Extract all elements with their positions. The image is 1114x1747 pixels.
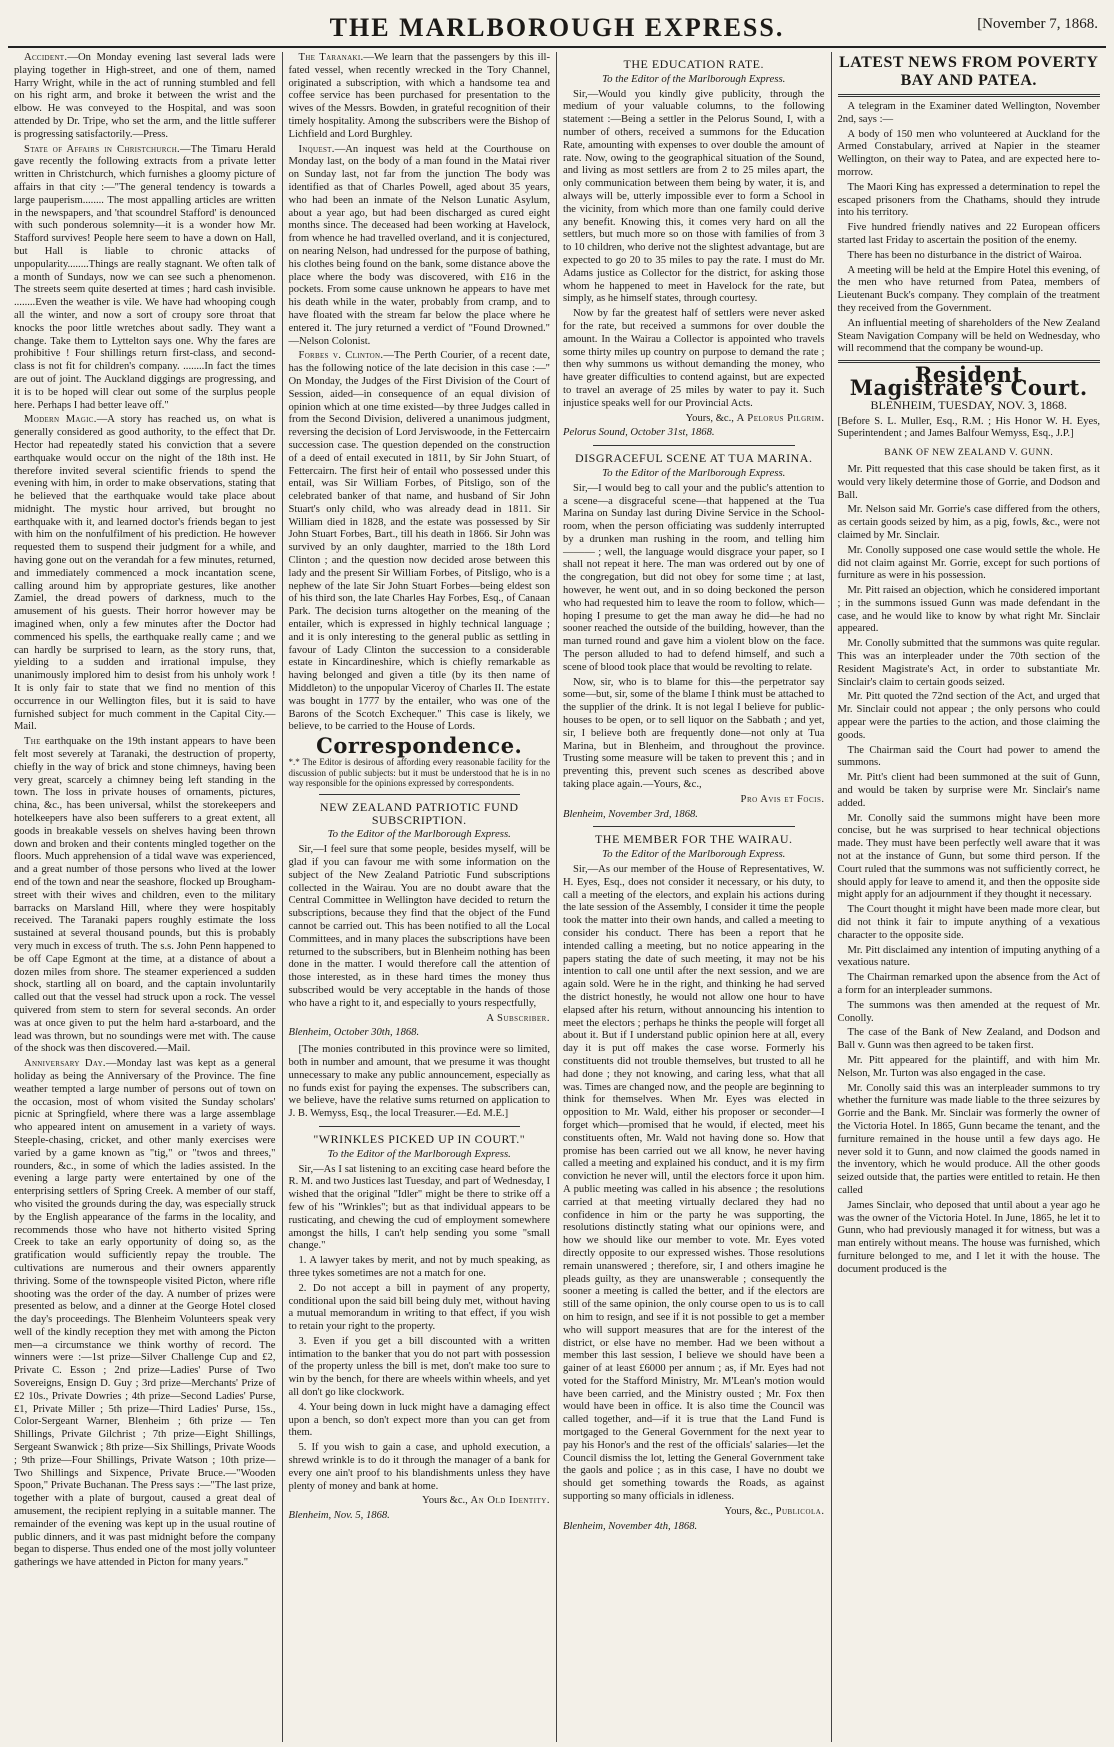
case-para: Mr. Conolly supposed one case would settle the whole. He did not claim against Mr. Gorrie, except for such portions of furniture as were in his possession. (837, 544, 1100, 582)
case-para: Mr. Nelson said Mr. Gorrie's case differed from the others, as certain goods seized by him, as a pig, fowls, &c., were not claimed by Mr. Sinclair. (837, 504, 1100, 541)
disgraceful-scene-dateline: Blenheim, November 3rd, 1868. (563, 808, 698, 820)
fund-dateline: Blenheim, October 30th, 1868. (288, 1027, 420, 1039)
case-para: The Chairman remarked upon the absence from the Act of a form for an interpleader summons. (837, 972, 1100, 996)
education-rate-signature: Yours, &c., A Pelorus Pilgrim. (685, 412, 825, 424)
divider (838, 94, 1101, 97)
article-christchurch: State of Affairs in Christchurch.—The Timaru Herald gave recently the following extracts from a private letter written in Christchurch, which furnishes a gloomy picture of affairs in that city :—"The general tendency is towards a large pauperism........ The most appalling articles are written in the newspapers, and 'that scoundrel Stafford' is denounced with such ponderous solemnity—it is a wonder how Mr. Stafford survives! People here seem to have a down on Hall, but Hall is liable to chronic attacks of unpopularity........Things are really stagnant. We often talk of a month of Sundays, now we can see such a phenomenon. The streets seem quite deserted at times ; hard cash invisible. ........Even the weather is vile. We have had whooping cough all the winter, and now a sort of croupy sore throat that knocks the poor little wretches about sadly. They want a change. Take them to Lyttelton says one. Why the fares are prohibitive ! Four shillings return first-class, and second-class is not fit for children's company. ........In fact the times are out of joint. The Auckland diggings are progressing, and it is to be hoped will clear out some of the surplus people here. Perhaps I had better leave off." (14, 143, 276, 411)
disgraceful-scene-subheading: To the Editor of the Marlborough Express. (602, 466, 786, 479)
case-para: The Court thought it might have been made more clear, but did not think it fair to impute anything of a vexatious character to the opposite side. (837, 904, 1100, 941)
news-item: An influential meeting of shareholders of the New Zealand Steam Navigation Company will be held on Wednesday, who will recommend that the company be wound-up. (837, 317, 1100, 355)
latest-news-heading: LATEST NEWS FROM POVERTY BAY AND PATEA. (839, 54, 1099, 89)
education-rate-dateline: Pelorus Sound, October 31st, 1868. (563, 427, 715, 439)
article-forbes-clinton: Forbes v. Clinton.—The Perth Courier, of a recent date, has the following notice of the late decision in this case :—" On Monday, the Judges of the First Division of the Court of Session, aided—in consequence of an equal division of opinion which at one time existed—by three Judges called in from the Second Division, delivered a unanimous judgment, reversing the decision of Lord Jerviswoode, in the Fettercairn succession case. The question depended on the construction of a deed of entail executed in 1811, by Sir John Stuart, of Fettercairn. The first heir of entail who possessed under this entail, was Sir William Forbes, of Pitsligo, son of the celebrated banker of that name, and husband of Sir John Stuart's only child, who was already dead in 1811. Sir William died in 1828, and the estate was possessed by Sir John Stuart Forbes, Bart., till his death in 1866. Sir John was survived by an only daughter, married to the 18th Lord Clinton ; and the question now decided arose between this lady and the present Sir William Forbes, of Pitsligo, who is a nephew of the late Sir John Stuart Forbes—being eldest son of his third son, the late Charles Hay Forbes, Esq., of Canaan Park. The decision turns altogether on the meaning of the entailer, which is expressed in highly technical language ; and it is only interesting to the general public as settling in favour of Lady Clinton the succession to a considerable estate in Kincardineshire, which is chiefly remarkable as having belonged and given a title (by its then name of Middleton) to the unpopular Viceroy of Charles II. The estate was bought in 1777 by the entailer, who was one of the Barons of the Scotch Exchequer." This case is likely, we believe, to be carried to the House of Lords. (288, 350, 550, 733)
member-signature: Yours, &c., Publicola. (724, 1505, 825, 1517)
case-para: Mr. Conolly said the summons might have been more concise, but he was surprised to hear technical objections made. They must have been perfectly well aware that it was not at the instance of Gunn, but some third person. If the Court ruled that the summons was not sufficiently correct, he should apply for leave to amend it, and then the opposite side might apply for an adjournment if they thought it necessary. (837, 812, 1100, 901)
news-item: A meeting will be held at the Empire Hotel this evening, of the men who have returned from Patea, members of Lieutenant Buck's company. They complain of the treatment they received from the Government. (837, 264, 1100, 314)
editor-note: *.* The Editor is desirous of affording every reasonable facility for the discussion of public subjects: but it must be understood that he is in no way responsible for the opinions expressed by correspondents. (288, 757, 550, 789)
news-item: Five hundred friendly natives and 22 European officers started last Friday to ascertain the position of the enemy. (837, 222, 1100, 246)
case-para: Mr. Pitt appeared for the plaintiff, and with him Mr. Nelson, Mr. Turton was also engaged in the case. (837, 1054, 1100, 1079)
masthead-date: [November 7, 1868. (977, 16, 1098, 32)
case-para: Mr. Pitt raised an objection, which he considered important ; in the summons issued Gunn was made defendant in the case, and he would like to know by what right Mr. Sinclair appeared. (837, 585, 1100, 635)
article-taranaki: The Taranaki.—We learn that the passengers by this ill-fated vessel, when recently wrecked in the Tory Channel, originated a subscription, with which a handsome tea and coffee service has been purchased for presentation to the wives of the Messrs. Bowden, in grateful recognition of their timely hospitality. Among the subscribers were the Bishop of Lichfield and Lord Burghley. (288, 52, 550, 140)
wrinkles-dateline: Blenheim, Nov. 5, 1868. (288, 1510, 390, 1522)
disgraceful-scene-heading: DISGRACEFUL SCENE AT TUA MARINA. (575, 451, 813, 466)
news-lead: A telegram in the Examiner dated Wellington, November 2nd, says :— (837, 101, 1100, 125)
case-para: Mr. Pitt disclaimed any intention of imputing anything of a vexatious nature. (837, 944, 1100, 969)
court-heading: Resident Magistrate's Court. (849, 362, 1088, 400)
wrinkles-signature: Yours &c., An Old Identity. (422, 1495, 550, 1507)
wrinkles-heading: "WRINKLES PICKED UP IN COURT." (313, 1131, 526, 1146)
wrinkles-subheading: To the Editor of the Marlborough Express. (327, 1147, 511, 1160)
court-bench: [Before S. L. Muller, Esq., R.M. ; His Honor W. H. Eyes, Superintendent ; and James Balfour Wemyss, Esq., J.P.] (837, 415, 1100, 440)
fund-subheading: To the Editor of the Marlborough Express. (327, 828, 511, 841)
fund-letter: Sir,—I feel sure that some people, besides myself, will be glad if you can favour me with some information on the subject of the New Zealand Patriotic Fund subscriptions collected in the Wairau. You are no doubt aware that the Central Committee in Wellington have decided to return the subscriptions, because they find that the object of the Fund cannot be carried out. This has been notified to all the Local Committees, and in many places the subscriptions have been returned to the subscribers, but in Blenheim nothing has been done in the matter. I would therefore call the attention of those interested, as in these hard times the money thus subscribed would be very acceptable in the hands of those who have a right to it, and especially to yours respectfully, (288, 844, 550, 1009)
case-para: Mr. Conolly said this was an interpleader summons to try whether the furniture was made liable to the three seizures by Gorrie and the Bank. Mr. Sinclair was formerly the owner of the Victoria Hotel. In 1865, Gunn became the tenant, and the furniture remained in the house until a few days ago. He never sold it to Gunn, and now claimed the goods named in the inventory, which he would produce. All the other goods seized outside that, the parties were entitled to retain. He then called (837, 1082, 1100, 1196)
fund-editor-reply: [The monies contributed in this province were so limited, both in number and amount, that we presume it was thought unnecessary to make any public announcement, especially as no funds exist for paying the expenses. The subscribers can, we believe, have the relative sums returned on application to J. B. Wemyss, Esq., the local Treasurer.—Ed. M.E.] (288, 1044, 550, 1120)
education-rate-subheading: To the Editor of the Marlborough Express. (602, 72, 786, 85)
case-para: Mr. Pitt requested that this case should be taken first, as it would very likely determine those of Gorrie, and Dodson and Ball. (837, 463, 1100, 501)
case-heading: BANK OF NEW ZEALAND V. GUNN. (884, 448, 1054, 459)
correspondence-heading: Correspondence. (316, 733, 523, 759)
disgraceful-scene-letter: Sir,—I would beg to call your and the public's attention to a scene—a disgraceful scene—that happened at the Tua Marina on Sunday last during Divine Service in the School-room, when the person officiating was suddenly interrupted by a drunken man rushing in the room, and telling him ——— ; well, the language would disgrace your paper, so I shall not repeat it here. The man was ordered out by one of the congregation, but did not obey for some time ; at last, however, he went out, and in so doing beckoned the person who had requested him to leave the room to follow, which—hoping I presume to get the man away he did—he had no sooner reached the outside of the building, however, than the man turned round and gave him a violent blow on the face. The person alluded to had to defend himself, and such a scene of blood took place that would be revolting to relate. (563, 482, 825, 673)
case-para: Mr. Conolly submitted that the summons was quite regular. This was an interpleader under the 70th section of the Resident Magistrate's Act, in order to substantiate Mr. Sinclair's claim to certain goods seized. (837, 638, 1100, 688)
masthead-title: THE MARLBOROUGH EXPRESS. (329, 13, 785, 42)
article-anniversary: Anniversary Day.—Monday last was kept as a general holiday as being the Anniversary of the Province. The fine weather tempted a large number of persons out of town on the occasion, most of whom visited the Sunday scholars' picnic at Springfield, where there was a large assemblage who appeared intent on amusement in a variety of ways. Steeple-chasing, cricket, and other manly exercises were varied by a game known as "tig," or "twos and threes," rounders, &c., in some of which the ladies assisted. In the evening a large party were entertained by one of the enterprising settlers of Spring Creek. A member of our staff, who visited the grounds during the day, was especially struck by the English appearance of the farms in the locality, and recommends those who have not hitherto visited Spring Creek to take an early opportunity of doing so, as the gratification would sufficiently repay the trouble. The cultivations are numerous and their owners apparently thriving. Some of the townspeople visited Picton, where rifle shooting was the order of the day. A number of prizes were presented as below, and a dinner at the George Hotel closed the day's proceedings. The Blenheim Volunteers speak very well of the kindly reception they met with among the Picton men—a circumstance we think worthy of record. The winners were :—1st prize—Silver Challenge Cup and £2, Private C. Esson ; 2nd prize—Ladies' Purse of Two Sovereigns, Ensign D. Guy ; 3rd prize—Merchants' Prize of £2 10s., Private Dowries ; 4th prize—Second Ladies' Purse, £1, Private Miller ; 5th prize—Third Ladies' Purse, 15s., Color-Sergeant Warner, Blenheim ; 6th prize — Ten Shillings, Private Gilchrist ; 7th prize—Eight Shillings, Sergeant Swanwick ; 8th prize—Six Shillings, Private Woods ; 9th prize—Four Shillings, Private Watson ; 10th prize—Two Shillings and Sixpence, Private Bruce.—"Wooden Spoon," Private Buchanan. The Press says :—"The last prize, together with a plate of burgout, caused a great deal of amusement, the recipient replying in a suitable manner. The remainder of the evening was kept up in the usual routine of public dinners, and it was past midnight before the company began to disperse. Thus ended one of the most jolly volunteer gatherings we have attended in Picton for many years." (14, 1058, 276, 1569)
fund-signature: A Subscriber. (486, 1012, 550, 1024)
divider (593, 445, 795, 446)
wrinkle-item: 3. Even if you get a bill discounted with a written intimation to the banker that you do not part with possession of the property unless the bill is met, don't make too sure to win by the bench, for there are wheels within wheels, and yet all don't go like clockwork. (288, 1335, 550, 1399)
wrinkle-item: 2. Do not accept a bill in payment of any property, conditional upon the said bill being duly met, without having a mutual memorandum in writing to that effect, if you wish to retain your right to the property. (288, 1282, 550, 1333)
column-3 (557, 52, 832, 1742)
case-para: James Sinclair, who deposed that until about a year ago he was the owner of the Victoria Hotel. In June, 1865, he let it to Gunn, who had previously managed it for witness, but was a man entirely without means. The house was furnished, which furniture belonged to me, and I let it with the house. The document produced is the (837, 1199, 1100, 1275)
wrinkle-item: 4. Your being down in luck might have a damaging effect upon a bench, so don't expect more than you can get from them. (288, 1401, 550, 1439)
case-para: The summons was then amended at the request of Mr. Conolly. (837, 999, 1100, 1024)
article-earthquake: The earthquake on the 19th instant appears to have been felt most severely at Taranaki, the destruction of property, chiefly in the way of brick and stone chimneys, having been very great, scarcely a chimney being left standing in the town. The loss in private houses of ornaments, pictures, china, &c., has been universal, whilst the storekeepers and hotelkeepers have also been sufferers to a great extent, all goods in breakable vessels on shelves having been thrown down and broken and their contents mingled together on the floors. Much apprehension of a tidal wave was experienced, and a great number of those persons who lived at the lower end of the town and near the seashore, flocked up Brougham-street with their wives and children, even to the military barracks on Marsland Hill, where they were hospitably received. The Taranaki papers roughly estimate the loss sustained at several thousand pounds, but this is probably very much in excess of truth. The s.s. John Penn happened to be off Cape Egmont at the time, at a distance of about a dozen miles from shore. The steamer experienced a sudden shock, startling all on board, and the captain involuntarily called out that the vessel had struck upon a rock. The vessel quivered from stem to stern for several seconds. An order was at once given to put the helm hard a-starboard, and the lead was thrown, but no soundings were met with. The cause of the shock was then discovered.—Mail. (14, 736, 276, 1055)
member-subheading: To the Editor of the Marlborough Express. (602, 848, 786, 861)
masthead (8, 10, 1106, 48)
article-accident: Accident.—On Monday evening last several lads were playing together in High-street, and one of them, named Harry Wright, while in the act of running stumbled and fell on his right arm, and broke it between the wrist and the elbow. He was conveyed to the Hospital, and was soon attended by Dr. Tripe, who set the arm, and the little sufferer is progressing satisfactorily.—Press. (14, 52, 276, 140)
wrinkles-letter: Sir,—As I sat listening to an exciting case heard before the R. M. and two Justices last Tuesday, and part of Wednesday, I wished that the original "Idler" might be there to strike off a few of his "Wrinkles"; but as that individual appears to be rusticating, and chewing the cud of employment somewhere amongst the hills, I can't help sending you some "small change." (288, 1163, 551, 1252)
divider (593, 826, 795, 827)
divider (319, 1126, 521, 1127)
education-rate-heading: THE EDUCATION RATE. (623, 57, 764, 71)
divider (319, 794, 521, 795)
education-rate-letter-2: Now by far the greatest half of settlers were never asked for the rate, but received a summons for over double the amount. In the Wairau a Collector is appointed who travels some thirty miles up country on purpose to demand the rate ; then why summons us without demanding the money, who have greater difficulties to contend against, but are expected to travel an average of 25 miles by water to pay it. Such injustice speaks well for our Provincial Acts. (563, 308, 825, 409)
column-1 (8, 52, 283, 1742)
fund-heading: NEW ZEALAND PATRIOTIC FUND SUBSCRIPTION. (319, 799, 519, 827)
wrinkle-item: 5. If you wish to gain a case, and uphold execution, a shrewd wrinkle is to do it through the manager of a bank for every one ain't proof to his blandishments unless they have plenty of money and bank at home. (288, 1442, 550, 1492)
case-para: The case of the Bank of New Zealand, and Dodson and Ball v. Gunn was then agreed to be taken first. (837, 1027, 1100, 1052)
court-dateline: BLENHEIM, TUESDAY, NOV. 3, 1868. (870, 397, 1068, 412)
columns (8, 52, 1106, 1742)
article-modern-magic: Modern Magic.—A story has reached us, on what is generally considered as good authority, to the effect that Dr. Hector had repeatedly stated his conviction that a severe earthquake would occur on the night of the 18th inst. He therefore invited several scientific friends to spend the evening with him, in order to make observations, stating that he believed that the earthquake would take place about midnight. The mystic hour arrived, but brought no earthquake with it, and learned doctor's friends began to jest with him on the nonfulfilment of his prediction. He however requested them to suspend their judgment for a while, and having gone out on the verandah for a few minutes, returned, and immediately commenced a mock incantation scene, calling around him by appropriate gestures, like another Zamiel, the dread powers of darkness, much to the amusement of his guests. Their horror however may be imagined when, only a few minutes after the Doctor had commenced his spells, the earthquake really came ; and we can hardly be surprised to learn, as the story runs, that, yielding to a sudden and irrational impulse, they unanimously implored him to desist from his unholy work ! It is only fair to state that we find no mention of this occurrence in our Wellington files, but it is said to have furnished subject for much comment in the Capital City.—Mail. (14, 414, 276, 733)
education-rate-letter: Sir,—Would you kindly give publicity, through the medium of your valuable columns, to the following statement :—Being a settler in the Pelorus Sound, I, with a number of others, received a summons for the Education Rate, amounting with expenses to over double the amount of rate. Now, owing to the geographical situation of the Sound, and living as most settlers are from 2 to 25 miles apart, the only communication between them being by water, it is, and always will be, utterly impossible ever to form a School in the vicinity, from which more than one family could derive any benefit. Knowing this, it comes very hard on all the settlers, but much more so on those with families of from 3 to 10 children, who derive not the slightest advantage, but are expected to go 20 to 35 miles to pay the rate. I must do Mr. Adams justice as Collector for the district, for asking those whom he happened to meet in Havelock for the rate, but simply, as he himself states, through courtesy. (563, 88, 825, 305)
news-item: There has been no disturbance in the district of Wairoa. (847, 249, 1082, 261)
wrinkle-item: 1. A lawyer takes by merit, and not by much speaking, as three tykes sometimes are not a match for one. (288, 1255, 550, 1279)
member-letter: Sir,—As our member of the House of Representatives, W. H. Eyes, Esq., does not consider it necessary, or his duty, to call a meeting of the electors, and explain his actions during the late session of the Assembly, I consider it time the people took the matter into their own hands, and called a meeting to consider his conduct. There has been a report that he intended calling a meeting, but no notice appearing in the papers stating the date of such meeting, it may not be his intention to call one until after the next session, and we are again sold. Were he in the right, and thinking he had served the district honestly, he would not allow one hour to have elapsed after his return, without announcing his intention to meet the electors ; perhaps he thinks the people will forget all about it. But if I understand public opinion here at all, every day it is put off makes the case worse. Formerly his constituents did not trouble themselves, but trusted to all he had done ; they not knowing, and caring less, what that all was. Times are changed now, and the people are beginning to think for themselves. When Mr. Eyes was elected in opposition to Mr. Wald, either his proposer or seconder—I forget which—promised that he would, if elected, meet his constituents often, Mr. Wald not having done so. How that promise has been carried out we all know, he never having called a meeting and explained his conduct, and it is my firm conviction he never will, until the electors force it upon him. A public meeting was called in his absence ; the resolutions carried at that meeting virtually declared they had no confidence in him or the party he was supporting, the resolutions distinctly stating what our opinions were, and how we should like our member to vote. Mr. Eyes voted directly opposite to our expressed wishes. Those resolutions remain unanswered ; therefore, sir, I and others imagine he pleads guilty, as they are unanswerable ; consequently the sooner a meeting is called the better, and if the electors are still of the same opinion, the only course open to us is to call on him to resign, and see if it is not possible to get a member who will support measures that are for the interest of the district, or else have no member. Had we been without a member this last session, I believe we should have been a gainer of at least £6000 per annum ; as, if Mr. Eyes had not voted for the Stafford Ministry, Mr. M'Lean's motion would have been carried, and the Ministry ousted ; Mr. Fox then would have been in office. It is also time the Council was called together, and—if it is true that the Land Fund is mortgaged to the General Government for the next year to pay his Honor's and the rest of the officials' salaries—let the Council dismiss the lot, letting the General Government take the gaols and police ; as in this case, I have no doubt we should get something towards the Roads, as against supporting so many officials in idleness. (563, 864, 825, 1503)
member-dateline: Blenheim, November 4th, 1868. (563, 1520, 698, 1532)
disgraceful-scene-letter-2: Now, sir, who is to blame for this—the perpetrator say some—but, sir, some of the blame I think must be attached to the supplier of the drink. It is not legal I believe for public-houses to be open, or to sell liquor on the Sabbath ; and yet, sir, I believe both are frequently done—not only at Tua Marina, but in Blenheim, and throughout the province. Trusting some measure will be taken to prevent this ; and in preventing this, prevent such scenes as described above taking place again.—Yours, &c., (563, 676, 825, 791)
column-4 (832, 52, 1107, 1742)
news-item: A body of 150 men who volunteered at Auckland for the Armed Constabulary, arrived at Napier in the steamer Wellington, on their way to Patea, and are expected here to-morrow. (837, 128, 1100, 178)
case-para: The Chairman said the Court had power to amend the summons. (837, 744, 1100, 769)
column-2 (283, 52, 558, 1742)
member-heading: THE MEMBER FOR THE WAIRAU. (594, 832, 793, 847)
disgraceful-scene-signature: Pro Avis et Focis. (740, 793, 825, 805)
case-para: Mr. Pitt's client had been summoned at the suit of Gunn, and would be taken by surprise were Mr. Sinclair's name added. (837, 772, 1100, 809)
case-para: Mr. Pitt quoted the 72nd section of the Act, and urged that Mr. Sinclair could not appear ; the only persons who could appear were the parties to the action, and those claiming the goods. (837, 691, 1100, 741)
news-item: The Maori King has expressed a determination to repel the escaped prisoners from the Chathams, should they intrude into his territory. (837, 181, 1100, 219)
article-inquest: Inquest.—An inquest was held at the Courthouse on Monday last, on the body of a man found in the Matai river on Sunday last, not far from the junction The body was identified as that of Charles Powell, aged about 35 years, who had been an inmate of the Nelson Lunatic Asylum, about a year ago, but had been discharged as cured eight months since. The deceased had been working at Havelock, from whence he had travelled overland, and it is conjectured, on nearing Nelson, had undressed for the purpose of bathing, his clothes being found on the bank, some distance above the place where the body was discovered, with £16 in the pockets. From some cause unknown he appears to have met his death while in the water, probably from cramp, and to have floated with the stream far below the place where he entered it. The jury returned a verdict of "Found Drowned." —Nelson Colonist. (288, 143, 550, 347)
